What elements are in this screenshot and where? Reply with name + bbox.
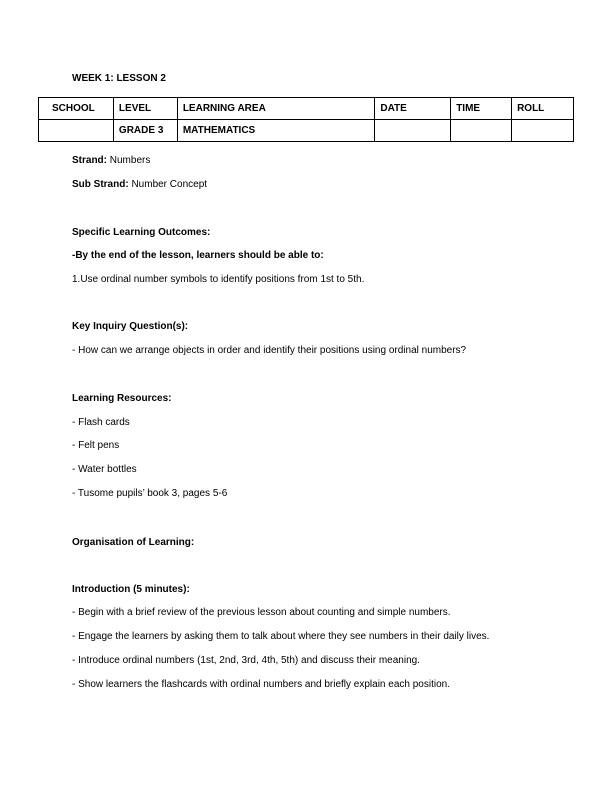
cell-school xyxy=(39,120,114,142)
resource-item: - Tusome pupils’ book 3, pages 5-6 xyxy=(72,488,228,499)
header-level: LEVEL xyxy=(113,98,177,120)
cell-date xyxy=(375,120,451,142)
introduction-item: - Begin with a brief review of the previous lesson about counting and simple numbers. xyxy=(72,607,451,618)
header-learning-area: LEARNING AREA xyxy=(177,98,375,120)
inquiry-heading: Key Inquiry Question(s): xyxy=(72,321,189,332)
header-school: SCHOOL xyxy=(39,98,114,120)
cell-time xyxy=(451,120,512,142)
strand-label: Strand: xyxy=(72,155,107,166)
table-row xyxy=(39,120,574,142)
lesson-info-table xyxy=(38,97,574,142)
strand-line xyxy=(72,155,150,166)
header-time: TIME xyxy=(451,98,512,120)
introduction-item: - Show learners the flashcards with ordinal numbers and briefly explain each position. xyxy=(72,679,450,690)
resource-item: - Water bottles xyxy=(72,464,137,475)
cell-level: GRADE 3 xyxy=(113,120,177,142)
inquiry-item: - How can we arrange objects in order and identify their positions using ordinal numbers? xyxy=(72,345,467,356)
introduction-item: - Introduce ordinal numbers (1st, 2nd, 3rd, 4th, 5th) and discuss their meaning. xyxy=(72,655,420,666)
cell-roll xyxy=(512,120,574,142)
resource-item: - Felt pens xyxy=(72,440,120,451)
header-date: DATE xyxy=(375,98,451,120)
table-header-row xyxy=(39,98,574,120)
sub-strand-label: Sub Strand: xyxy=(72,179,129,190)
outcomes-heading: Specific Learning Outcomes: xyxy=(72,227,211,238)
sub-strand-line xyxy=(72,179,207,190)
resources-heading: Learning Resources: xyxy=(72,393,172,404)
header-roll: ROLL xyxy=(512,98,574,120)
outcome-item: 1.Use ordinal number symbols to identify positions from 1st to 5th. xyxy=(72,274,365,285)
cell-learning-area: MATHEMATICS xyxy=(177,120,375,142)
organisation-heading: Organisation of Learning: xyxy=(72,537,195,548)
introduction-heading: Introduction (5 minutes): xyxy=(72,584,190,595)
resource-item: - Flash cards xyxy=(72,417,130,428)
sub-strand-value: Number Concept xyxy=(128,179,208,190)
outcomes-subheading: -By the end of the lesson, learners should be able to: xyxy=(72,250,324,261)
introduction-item: - Engage the learners by asking them to talk about where they see numbers in their daily lives. xyxy=(72,631,490,642)
lesson-title: WEEK 1: LESSON 2 xyxy=(72,73,166,84)
strand-value: Numbers xyxy=(107,155,151,166)
